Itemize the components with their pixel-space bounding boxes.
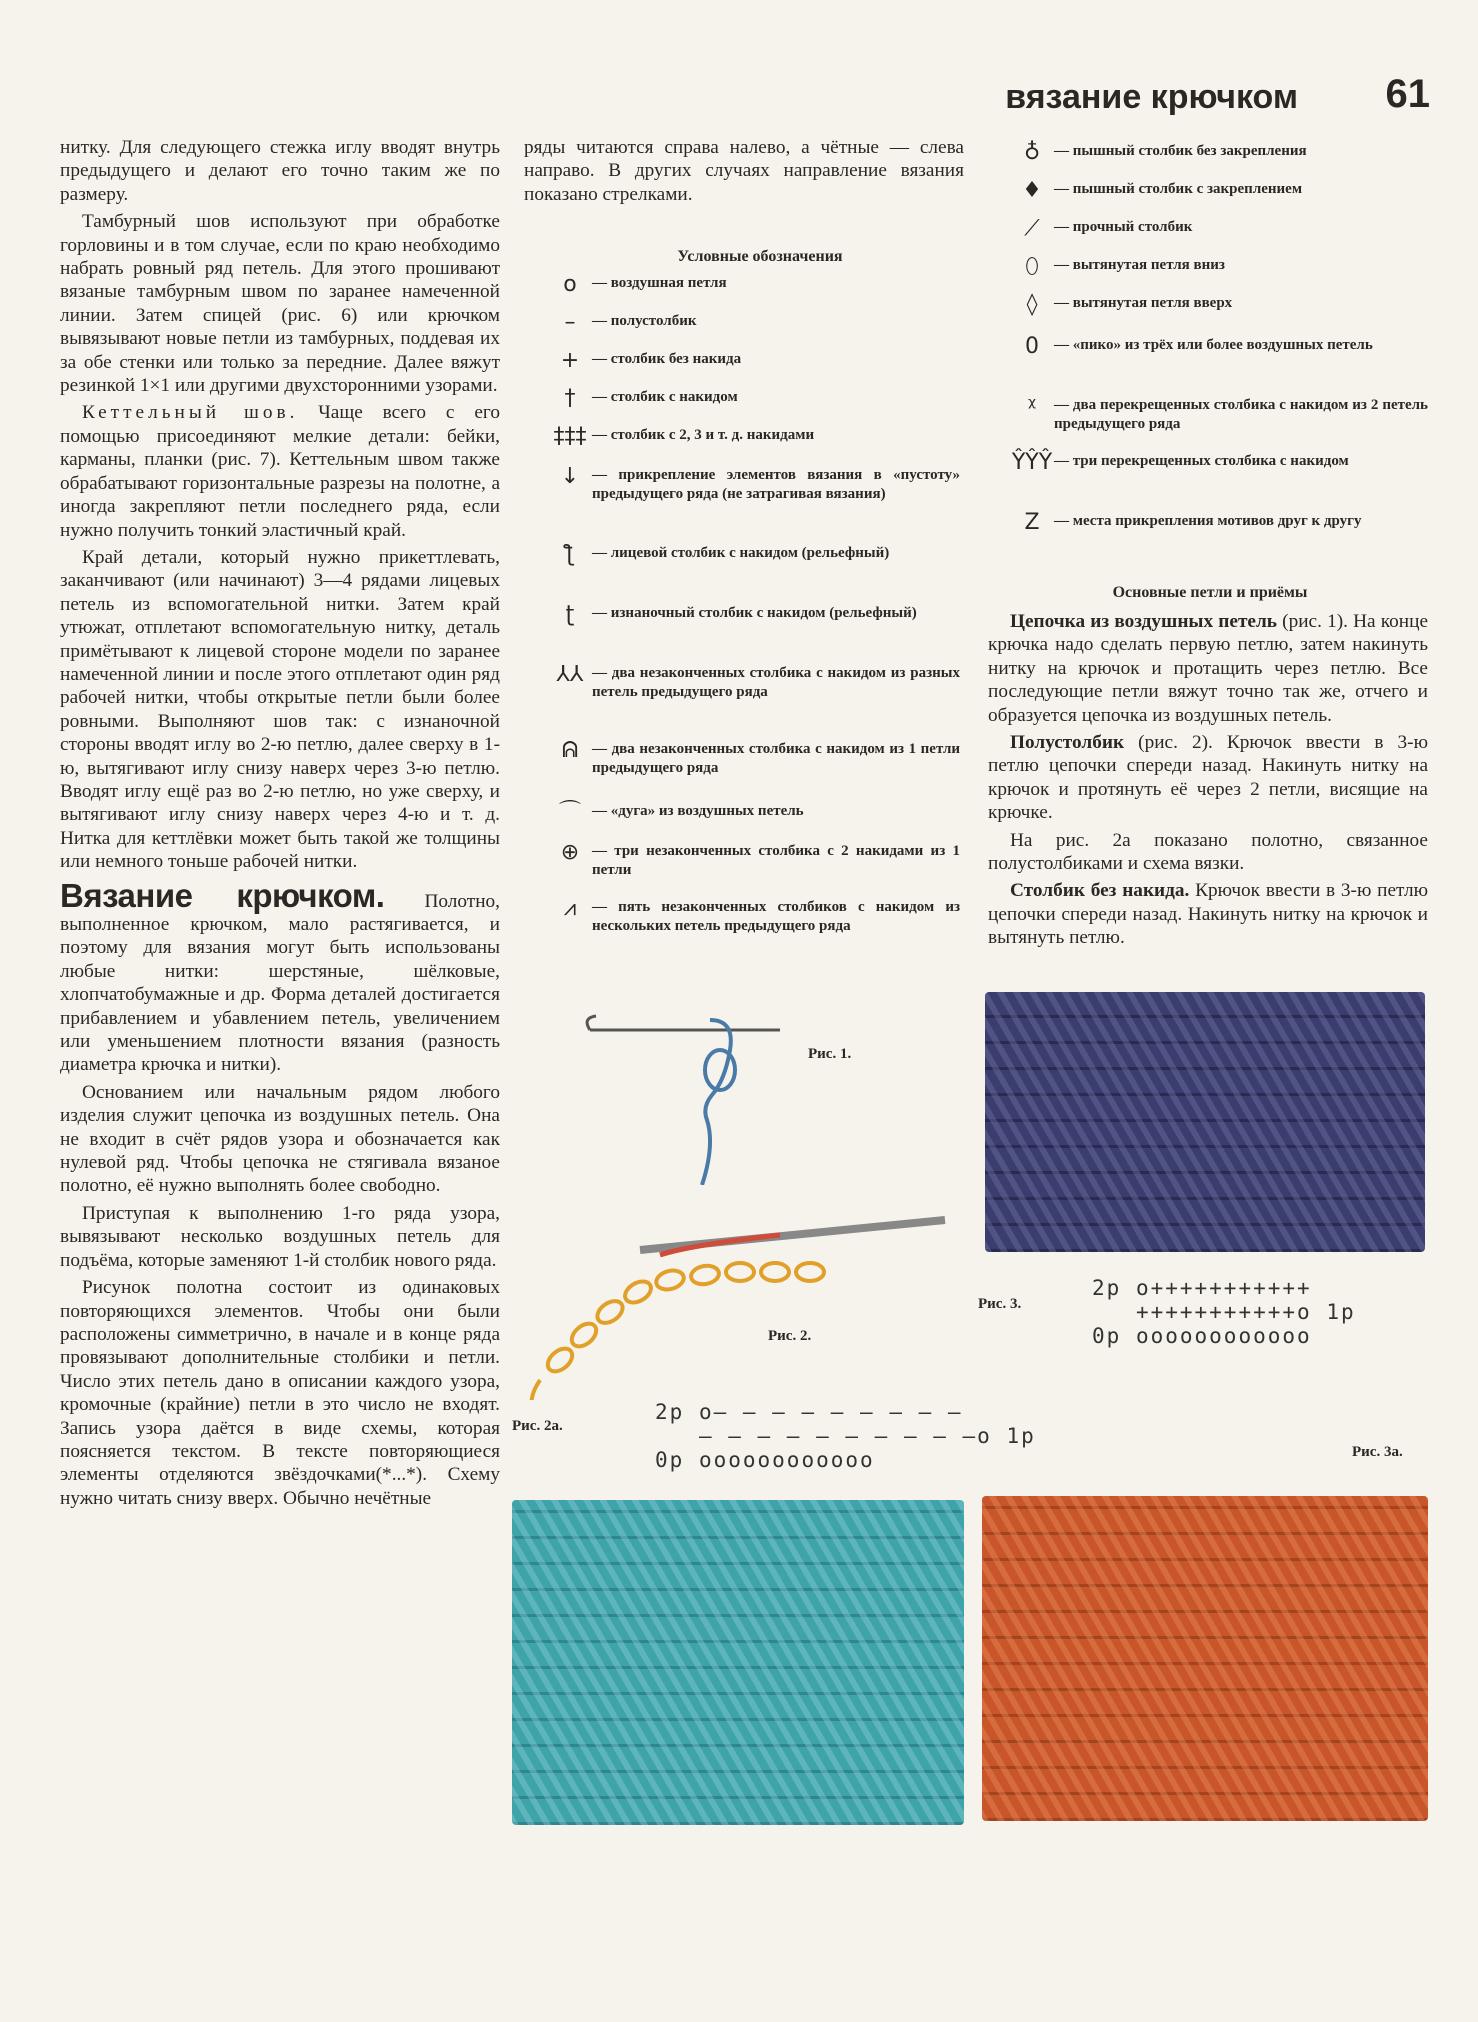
puff-closed-icon: ♦ <box>1022 178 1042 203</box>
two-unfinished-icon: ⅄⅄ <box>556 662 584 687</box>
section-text: Полотно, выполненное крючком, мало растягивается, и поэтому для вязания могут быть использованы любые нитки: шерстяные, шёлковые, хлопчатобумажные и др. Форма деталей достигается прибавлением и убавлением петель, увеличением или уменьшением плотности вязания (разность диаметра крючка и нитки). <box>60 890 500 1076</box>
scheme-row: оооооооооооо <box>1135 1324 1312 1348</box>
strong-stitch-icon: ⟋ <box>1024 216 1040 241</box>
scheme-row: оооооооооооо <box>698 1448 875 1472</box>
chain-text: (рис. 1). На конце крючка надо сделать первую петлю, затем накинуть нитку на крючок и протащить через петлю. Все последующие петли вяжут точно так же, отчего и образуется цепочка из воздушных петель. <box>988 611 1429 726</box>
running-header-title: вязание крючком <box>1005 78 1298 116</box>
row-label: 1р <box>1006 1424 1036 1448</box>
legend-text: — пять незаконченных столбиков с накидом из нескольких петель предыдущего ряда <box>592 899 960 934</box>
legend-item <box>1010 294 1428 316</box>
legend-item <box>1010 336 1428 358</box>
hook-tip <box>587 1016 596 1030</box>
half-heading: Полустолбик <box>1010 732 1125 754</box>
sc-text: Крючок ввести в 3-ю петлю цепочки спереди назад. Накинуть нитку на крючок и вытянуть петлю. <box>988 880 1429 949</box>
fig2a-scheme <box>655 1400 1036 1472</box>
section-paragraph <box>60 876 500 1077</box>
legend-item <box>548 842 960 880</box>
column-1 <box>60 136 500 1514</box>
paragraph: На рис. 2а показано полотно, связанное полустолбиками и схема вязки. <box>988 829 1428 875</box>
back-post-icon: ʈ <box>565 602 575 627</box>
legend-text: — два незаконченных столбика с накидом из 1 петли предыдущего ряда <box>592 741 960 776</box>
row-label: 0р <box>1092 1324 1122 1348</box>
legend-text: — полустолбик <box>592 313 697 329</box>
paragraph: нитку. Для следующего стежка иглу вводят внутрь предыдущего и делают его точно таким же по размеру. <box>60 137 500 205</box>
fig3a-swatch <box>982 1496 1428 1821</box>
row-label: 0р <box>655 1448 685 1472</box>
legend-text: — столбик с 2, 3 и т. д. накидами <box>592 427 815 443</box>
paragraph: Основанием или начальным рядом любого изделия служит цепочка из воздушных петель. Она не входит в счёт рядов узора и обозначается как нулевой ряд. Чтобы цепочка не стягивала вязаное полотно, её нужно выполнять более свободно. <box>60 1081 500 1197</box>
double-crochet-icon: † <box>564 386 576 411</box>
legend-text: — три незаконченных столбика с 2 накидами из 1 петли <box>592 843 960 878</box>
fig1-illustration <box>560 990 790 1185</box>
scheme-row: о– – – – – – – – – <box>698 1400 963 1424</box>
loop-up-icon: ◊ <box>1026 292 1038 317</box>
paragraph: Край детали, который нужно прикеттлевать, заканчивают (или начинают) 3—4 рядами лицевых петель из вспомогательной нитки. Затем край утюжат, отплетают вспомогательную нитку, деталь примётывают к лицевой стороне модели по заранее намеченной линии и после этого отплетают один ряд рабочей нитки, чтобы открытые петли были более ровными. Выполняют шов так: с изнаночной стороны вводят иглу во 2-ю петлю, далее сверху в 1-ю, вытягивают иглу снизу наверх через 3-ю петлю. Вводят иглу ещё раз во 2-ю петлю, но уже сверху, и вытягивают иглу снизу наверх через 4-ю и т. д. Нитка для кеттлёвки может быть такой же толщины или немного тоньше рабочей нитки. <box>60 546 500 873</box>
legend-item <box>548 898 960 936</box>
yarn-strand <box>702 1020 731 1185</box>
paragraph: Рисунок полотна состоит из одинаковых повторяющихся элементов. Чтобы они были расположены симметрично, в начале и в конце ряда провязывают дополнительные столбики и петли. Число этих петель дано в описании каждого узора, кромочные (крайние) петли в это число не входят. Запись узора даётся в виде схемы, которая поясняется текстом. В тексте повторяющиеся элементы отделяются звёздочками(*...*). Схему нужно читать снизу вверх. Обычно нечётные <box>60 1277 500 1509</box>
legend-text: — изнаночный столбик с накидом (рельефный) <box>592 605 917 621</box>
legend-item <box>548 664 960 702</box>
sc-heading: Столбик без накида. <box>1010 880 1190 902</box>
legend-item <box>1010 396 1428 434</box>
paragraph <box>988 610 1428 727</box>
legend-text: — столбик без накида <box>592 351 742 367</box>
slip-stitch-icon: – <box>564 310 576 335</box>
treble-crochet-icon: ‡‡‡ <box>553 424 587 449</box>
column-3-text <box>988 610 1428 954</box>
space-attach-icon: ↓ <box>560 464 580 489</box>
single-crochet-icon: + <box>560 348 580 373</box>
legend-text: — «дуга» из воздушных петель <box>592 803 804 819</box>
fig2a-caption: Рис. 2а. <box>512 1418 563 1434</box>
scheme-row: +++++++++++о <box>1135 1300 1312 1324</box>
legend-item <box>548 802 960 824</box>
basics-title: Основные петли и приёмы <box>1112 584 1308 601</box>
fig2-caption: Рис. 2. <box>768 1328 812 1344</box>
legend-text: — вытянутая петля вниз <box>1054 257 1225 273</box>
section-heading: Вязание крючком. <box>60 876 385 914</box>
legend-text: — столбик с накидом <box>592 389 738 405</box>
fig3-caption: Рис. 3. <box>978 1296 1022 1312</box>
crossed-three-icon: ŶŶŶ <box>1011 450 1053 475</box>
legend-text: — воздушная петля <box>592 275 727 291</box>
fig3a-caption: Рис. 3а. <box>1352 1444 1403 1460</box>
shell-five-icon: ⩘ <box>563 896 577 921</box>
legend-item <box>548 466 960 504</box>
legend-item <box>548 388 960 410</box>
fig3-scheme <box>1092 1276 1356 1348</box>
motif-join-icon: Z <box>1024 510 1040 535</box>
paragraph: Приступая к выполнению 1-го ряда узора, вывязывают несколько воздушных петель для подъёма, которые заменяют 1-й столбик нового ряда. <box>60 1202 500 1271</box>
paragraph <box>988 879 1428 949</box>
legend-item <box>1010 142 1428 164</box>
legend-item <box>548 740 960 778</box>
chain-stitch-icon: o <box>563 272 577 297</box>
kettel-heading: Кеттельный шов. <box>82 402 299 424</box>
legend-item <box>1010 512 1428 534</box>
legend-item <box>1010 218 1428 240</box>
front-post-icon: ƪ <box>566 542 574 567</box>
legend-text: — «пико» из трёх или более воздушных петель <box>1054 337 1373 353</box>
paragraph <box>60 401 500 541</box>
legend-text: — пышный столбик с закреплением <box>1054 181 1303 197</box>
scheme-row: о+++++++++++ <box>1135 1276 1312 1300</box>
legend-item <box>548 274 960 296</box>
legend-text: — пышный столбик без закрепления <box>1054 143 1307 159</box>
column-2-intro: ряды читаются справа налево, а чётные — слева направо. В других случаях направление вязания показано стрелками. <box>524 137 964 205</box>
legend-text: — прочный столбик <box>1054 219 1193 235</box>
row-label: 2р <box>655 1400 685 1424</box>
legend-item <box>548 544 960 566</box>
fig1-caption: Рис. 1. <box>808 1046 852 1062</box>
legend-item <box>548 604 960 626</box>
crossed-two-icon: ᵡ <box>1027 394 1036 419</box>
paragraph <box>988 731 1428 825</box>
legend-item <box>548 312 960 334</box>
legend-item <box>1010 180 1428 202</box>
arc-icon: ⌒ <box>558 800 581 825</box>
legend-item <box>548 350 960 372</box>
picot-icon: 0 <box>1025 334 1039 359</box>
legend-item <box>1010 452 1428 474</box>
puff-stitch-icon: ♁ <box>1023 140 1041 165</box>
legend-text: — вытянутая петля вверх <box>1054 295 1233 311</box>
loop-down-icon: ⬯ <box>1025 254 1039 279</box>
row-label: 1р <box>1326 1300 1356 1324</box>
legend-text: — места прикрепления мотивов друг к другу <box>1054 513 1362 529</box>
legend-text: — три перекрещенных столбика с накидом <box>1054 453 1349 469</box>
legend-text: — лицевой столбик с накидом (рельефный) <box>592 545 890 561</box>
kettel-text: Чаще всего с его помощью присоединяют мелкие детали: бейки, карманы, планки (рис. 7). Кеттельным швом также обрабатывают горизонтальные разрезы на полотне, а иногда закрепляют петли последнего ряда, если нужно получить тонкий эластичный край. <box>60 402 500 541</box>
cluster-three-icon: ⊕ <box>560 840 580 865</box>
fig2-illustration <box>520 1180 960 1400</box>
legend-item <box>1010 256 1428 278</box>
scheme-row: – – – – – – – – – –о <box>698 1424 992 1448</box>
legend-text: — два перекрещенных столбика с накидом из 2 петель предыдущего ряда <box>1054 397 1428 432</box>
paragraph: Тамбурный шов используют при обработке горловины и в том случае, если по краю необходимо набрать ровный ряд петель. Для этого прошивают вязаные тамбурным швом по заранее намеченной линии. Затем спицей (рис. 6) или крючком вывязывают новые петли из тамбурных, поддевая их за обе стенки или только за передние. Далее вяжут резинкой 1×1 или другими двухсторонними узорами. <box>60 211 500 397</box>
fig3-swatch <box>985 992 1425 1252</box>
cluster-two-icon: ᕱ <box>561 738 579 763</box>
page-number: 61 <box>1385 72 1430 116</box>
legend-item <box>548 426 960 448</box>
legend-title: Условные обозначения <box>677 248 843 265</box>
chain-heading: Цепочка из воздушных петель <box>1010 611 1277 632</box>
row-label: 2р <box>1092 1276 1122 1300</box>
fig2a-swatch <box>512 1500 964 1825</box>
half-text: (рис. 2). Крючок ввести в 3-ю петлю цепочки спереди назад. Накинуть нитку на крючок и протянуть её через 2 петли, висящие на крючке. <box>988 732 1428 824</box>
legend-text: — два незаконченных столбика с накидом из разных петель предыдущего ряда <box>592 665 960 700</box>
hook-shaft <box>640 1220 945 1250</box>
legend-text: — прикрепление элементов вязания в «пустоту» предыдущего ряда (не затрагивая вязания) <box>592 467 960 502</box>
